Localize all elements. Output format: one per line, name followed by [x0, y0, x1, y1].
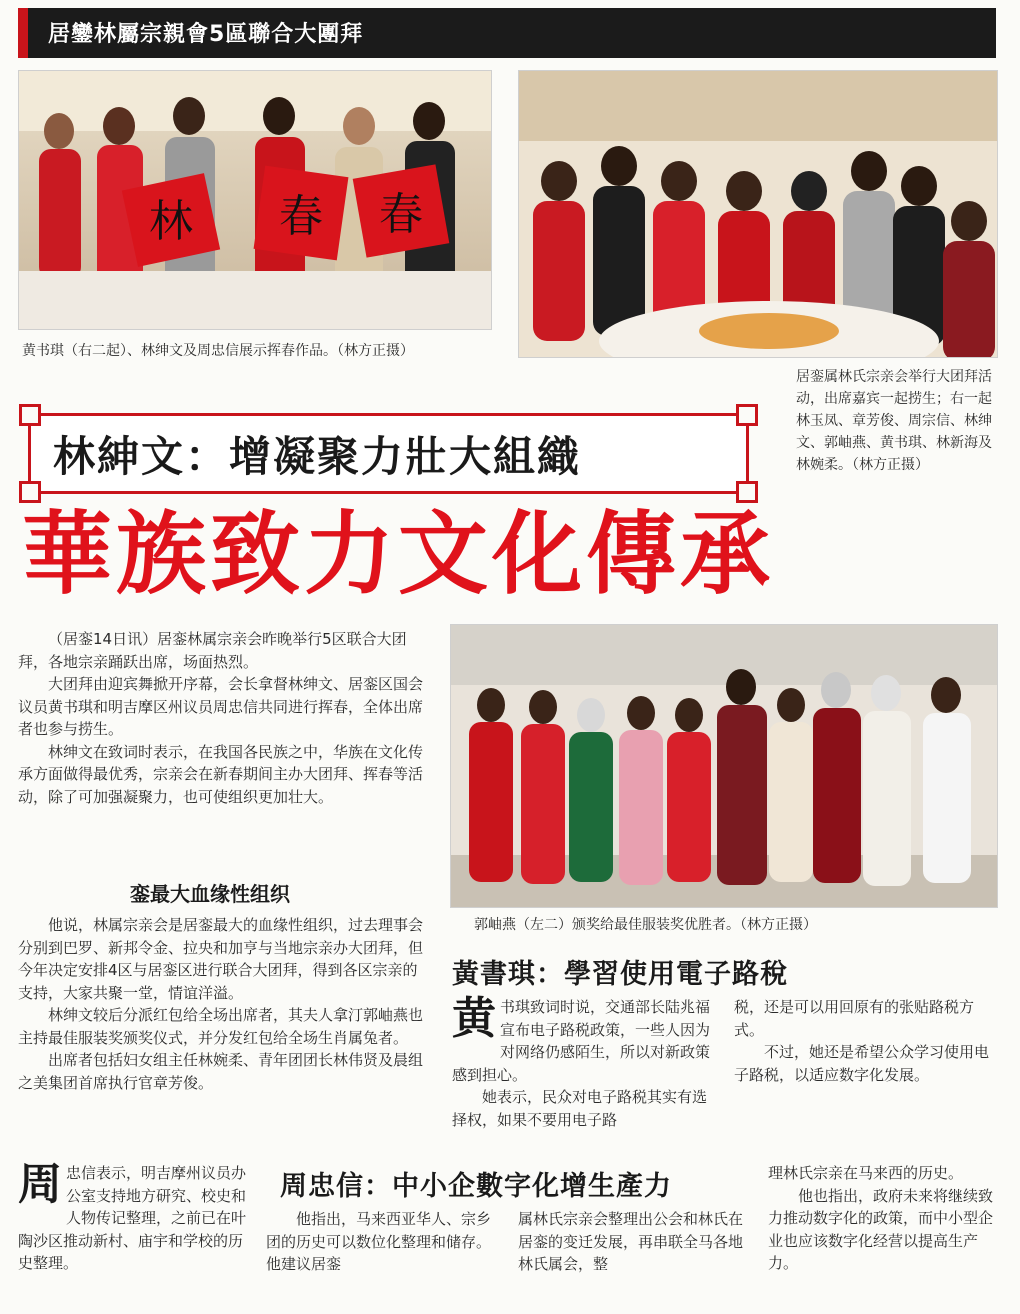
section-header-bar: [18, 8, 996, 58]
photo-award: [450, 624, 998, 908]
paragraph: 理林氏宗亲在马来西的历史。: [768, 1164, 964, 1182]
paragraph: 林绅文较后分派红包给全场出席者，其夫人拿汀郭岫燕也主持最佳服装奖颁奖仪式，并分发红包给全场生肖属兔者。: [18, 1006, 424, 1047]
paragraph: （居銮14日讯）居銮林属宗亲会昨晚举行5区联合大团拜，各地宗亲踊跃出席，场面热烈。: [18, 630, 407, 671]
frame-corner: [736, 404, 758, 426]
zhou-section-title: 周忠信：中小企數字化增生產力: [280, 1171, 672, 1202]
calligraphy-char-1: 林: [149, 196, 193, 247]
header-accent: [18, 8, 28, 58]
paragraph: 书琪致词时说，交通部长陆兆福宣布电子路税政策，一些人因为对网络仍感陌生，所以对新政策感到担心。: [452, 998, 711, 1084]
article-body: [18, 628, 428, 808]
huang-col-2: [734, 996, 996, 1086]
dropcap: 周: [18, 1159, 62, 1210]
paragraph: 大团拜由迎宾舞掀开序幕，会长拿督林绅文、居銮区国会议员黄书琪和明吉摩区州议员周忠信共同进行挥春，全体出席者也参与捞生。: [18, 675, 424, 738]
article-body-2: [18, 914, 428, 1094]
calligraphy-char-2: 春: [279, 191, 323, 242]
huang-col-1: [452, 993, 714, 1131]
paragraph: 他说，林属宗亲会是居銮最大的血缘性组织，过去理事会分别到巴罗、新邦令金、拉央和加亨与当地宗亲办大团拜，但今年决定安排4区与居銮区进行联合大团拜，得到各区宗亲的支持，大家共聚一堂，情谊洋溢。: [18, 916, 424, 1002]
photo-calligraphy: [18, 70, 492, 330]
dropcap: 黄: [452, 993, 496, 1044]
photo2-caption: 居銮属林氏宗亲会举行大团拜活动，出席嘉宾一起捞生；右一起林玉凤、章芳俊、周宗信、林绅文、郭岫燕、黄书琪、林新海及林婉柔。（林方正摄）: [796, 369, 992, 473]
photo1-caption: 黄书琪（右二起）、林绅文及周忠信展示挥春作品。（林方正摄）: [22, 343, 414, 359]
paragraph: 属林氏宗亲会整理出公会和林氏在居銮的变迁发展，再串联全马各地林氏属会，整: [518, 1210, 744, 1273]
photo3-caption: 郭岫燕（左二）颁奖给最佳服装奖优胜者。（林方正摄）: [474, 917, 817, 933]
zhou-col-3: [518, 1208, 754, 1276]
paragraph: 他指出，马来西亚华人、宗乡团的历史可以数位化整理和储存。他建议居銮: [266, 1210, 492, 1273]
main-headline: 華族致力文化傳承: [22, 502, 774, 607]
zhou-col-2: [266, 1208, 502, 1276]
paragraph: 忠信表示，明吉摩州议员办公室支持地方研究、校史和人物传记整理，之前已在叶陶沙区推动新村、庙宇和学校的历史整理。: [18, 1164, 247, 1272]
paragraph: 不过，她还是希望公众学习使用电子路税，以适应数字化发展。: [734, 1043, 990, 1084]
photo-lohei: [518, 70, 998, 358]
zhou-col-4: [768, 1162, 1004, 1275]
paragraph: 她表示，民众对电子路税其实有选择权，如果不要用电子路: [452, 1088, 708, 1129]
paragraph: 他也指出，政府未来将继续致力推动数字化的政策，而中小型企业也应该数字化经营以提高生产力。: [768, 1186, 994, 1272]
paragraph: 税，还是可以用回原有的张贴路税方式。: [734, 998, 975, 1039]
paragraph: 林绅文在致词时表示，在我国各民族之中，华族在文化传承方面做得最优秀，宗亲会在新春期间主办大团拜、挥春等活动，除了可加强凝聚力，也可使组织更加壮大。: [18, 742, 424, 806]
zhou-col-1: [18, 1159, 254, 1275]
subheadline: 林紳文：增凝聚力壯大組織: [53, 432, 582, 481]
frame-corner: [19, 404, 41, 426]
subheadline-frame: [28, 413, 749, 494]
section-heading-bloodline: 銮最大血缘性组织: [130, 882, 290, 906]
huang-section-title: 黃書琪：學習使用電子路稅: [452, 959, 788, 990]
section-title: 居鑾林屬宗親會5區聯合大團拜: [48, 22, 364, 47]
calligraphy-char-3: 春: [379, 189, 423, 240]
paragraph: 出席者包括妇女组主任林婉柔、青年团团长林伟贤及晨组之美集团首席执行官章芳俊。: [18, 1051, 424, 1092]
